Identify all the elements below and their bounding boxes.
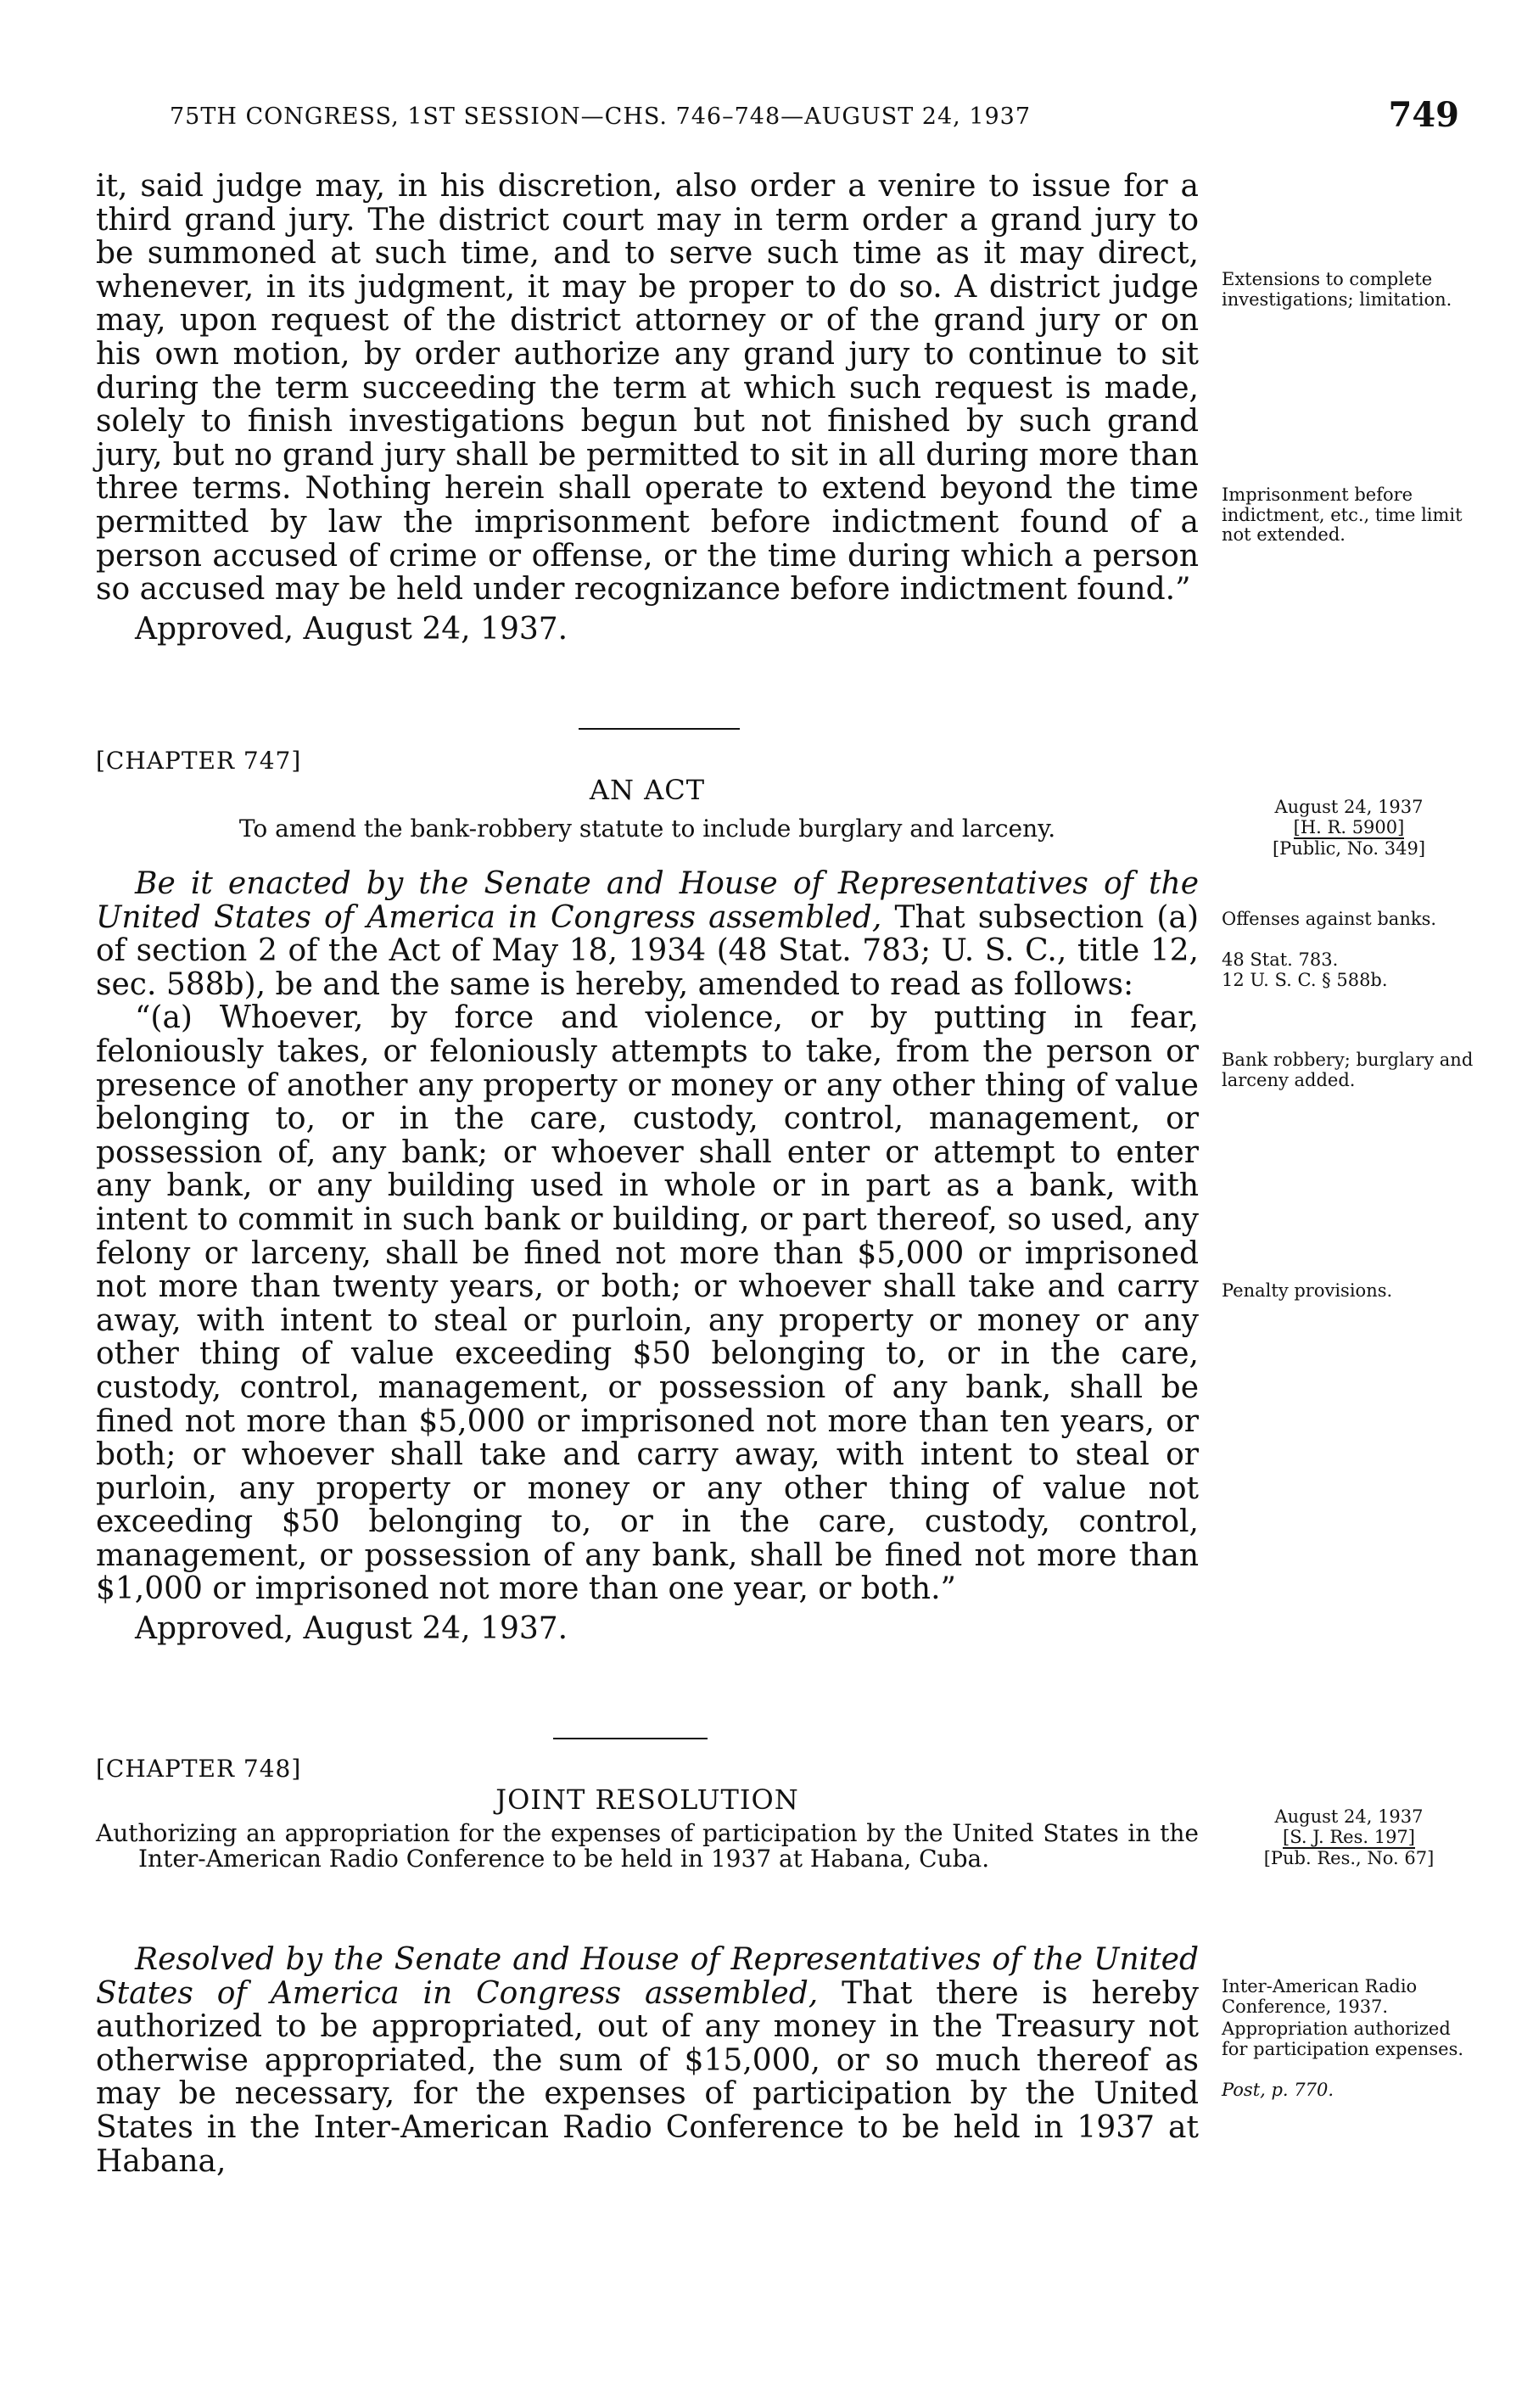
margin-note-penalty: Penalty provisions. bbox=[1222, 1280, 1393, 1301]
chapter-748-label: [CHAPTER 748] bbox=[96, 1755, 302, 1783]
margin-note-appropriation: Appropriation authorized for participation expenses. bbox=[1222, 2019, 1464, 2059]
date-note-date: August 24, 1937 bbox=[1274, 1806, 1424, 1827]
date-note-public-resolution: [Pub. Res., No. 67] bbox=[1263, 1848, 1435, 1869]
margin-note-usc: 12 U. S. C. § 588b. bbox=[1222, 970, 1388, 990]
chapter-747-title: AN ACT bbox=[589, 774, 706, 806]
resolving-clause: Resolved by the Senate and House of Representatives of the United States of America in Congress assembled, bbox=[96, 1942, 1199, 2011]
chapter-747-body bbox=[96, 867, 1199, 1646]
chapter-748-purpose: Authorizing an appropriation for the expenses of participation by the United States in the Inter-American Radio Conference to be held in 1937 at Habana, Cuba. bbox=[96, 1819, 1199, 1873]
chapter-748-body bbox=[96, 1943, 1199, 2178]
date-note-date: August 24, 1937 bbox=[1274, 797, 1424, 817]
margin-note-radio-conference: Inter-American Radio Conference, 1937. bbox=[1222, 1976, 1418, 2017]
chapter-747-enacting bbox=[96, 867, 1199, 1001]
page-number: 749 bbox=[1388, 95, 1459, 135]
chapter-746-approved: Approved, August 24, 1937. bbox=[135, 611, 568, 647]
margin-note-imprisonment: Imprisonment before indictment, etc., time limit not extended. bbox=[1222, 484, 1463, 546]
margin-note-extensions: Extensions to complete investigations; limitation. bbox=[1222, 269, 1452, 310]
running-title: 75TH CONGRESS, 1ST SESSION—CHS. 746–748—AUGUST 24, 1937 bbox=[170, 104, 1032, 130]
page-header bbox=[170, 95, 1459, 146]
section-divider bbox=[579, 728, 740, 730]
chapter-746-continuation bbox=[96, 170, 1199, 647]
enacting-clause: Be it enacted by the Senate and House of Representatives of the United States of America in Congress assembled, bbox=[96, 866, 1199, 935]
chapter-748-title: JOINT RESOLUTION bbox=[495, 1784, 799, 1816]
enacting-intro: That subsection (a) of section 2 of the Act of May 18, 1934 (48 Stat. 783; U. S. C., title 12, sec. 588b), be and the same is hereby, amended to read as follows: bbox=[96, 899, 1199, 1002]
chapter-747-date-note bbox=[1222, 798, 1476, 860]
margin-note-stat: 48 Stat. 783. bbox=[1222, 949, 1339, 970]
resolution-text: That there is hereby authorized to be appropriated, out of any money in the Treasury not otherwise appropriated, the sum of $15,000, or so much thereof as may be necessary, for the expenses of participation by the United States in the Inter-American Radio Conference to be held in 1937 at Habana, bbox=[96, 1975, 1199, 2179]
chapter-747-approved: Approved, August 24, 1937. bbox=[135, 1611, 568, 1647]
date-note-public-law: [Public, No. 349] bbox=[1272, 838, 1426, 860]
margin-note-offenses: Offenses against banks. bbox=[1222, 909, 1437, 929]
chapter-747-label: [CHAPTER 747] bbox=[96, 747, 302, 775]
chapter-747-subsection-a: “(a) Whoever, by force and violence, or by putting in fear, feloniously takes, or feloniously attempts to take, from the person or presence of another any property or money or any other thing of value belonging to, or in the care, custody, control, management, or possession of, any bank; or whoever shall enter or attempt to enter any bank, or any building used in whole or in part as a bank, with intent to commit in such bank or building, or part thereof, so used, any felony or larceny, shall be fined not more than $5,000 or imprisoned not more than twenty years, or both; or whoever shall take and carry away, with intent to steal or purloin, any property or money or any other thing of value exceeding $50 belonging to, or in the care, custody, control, management, or possession of any bank, shall be fined not more than $5,000 or imprisoned not more than ten years, or both; or whoever shall take and carry away, with intent to steal or purloin, any property or money or any other thing of value not exceeding $50 belonging to, or in the care, custody, control, management, or possession of any bank, shall be fined not more than $1,000 or imprisoned not more than one year, or both.” bbox=[96, 1000, 1199, 1607]
chapter-747-purpose: To amend the bank-robbery statute to include burglary and larceny. bbox=[238, 815, 1056, 843]
section-divider bbox=[553, 1738, 708, 1739]
chapter-748-resolution bbox=[96, 1943, 1199, 2178]
margin-note-bank-robbery: Bank robbery; burglary and larceny added. bbox=[1222, 1050, 1474, 1090]
margin-note-post: Post, p. 770. bbox=[1222, 2080, 1334, 2100]
date-note-resolution: [S. J. Res. 197] bbox=[1283, 1828, 1415, 1850]
chapter-746-text: it, said judge may, in his discretion, also order a venire to issue for a third grand jury. The district court may in term order a grand jury to be summoned at such time, and to serve such time as it may direct, whenever, in its judgment, it may be proper to do so. A district judge may, upon request of the district attorney or of the grand jury or on his own motion, by order authorize any grand jury to continue to sit during the term succeeding the term at which such request is made, solely to finish investigations begun but not finished by such grand jury, but no grand jury shall be permitted to sit in all during more than three terms. Nothing herein shall operate to extend beyond the time permitted by law the imprisonment before indictment found of a person accused of crime or offense, or the time during which a person so accused may be held under recognizance before indictment found.” bbox=[96, 169, 1199, 608]
date-note-bill: [H. R. 5900] bbox=[1294, 818, 1405, 840]
chapter-748-date-note bbox=[1222, 1807, 1476, 1869]
